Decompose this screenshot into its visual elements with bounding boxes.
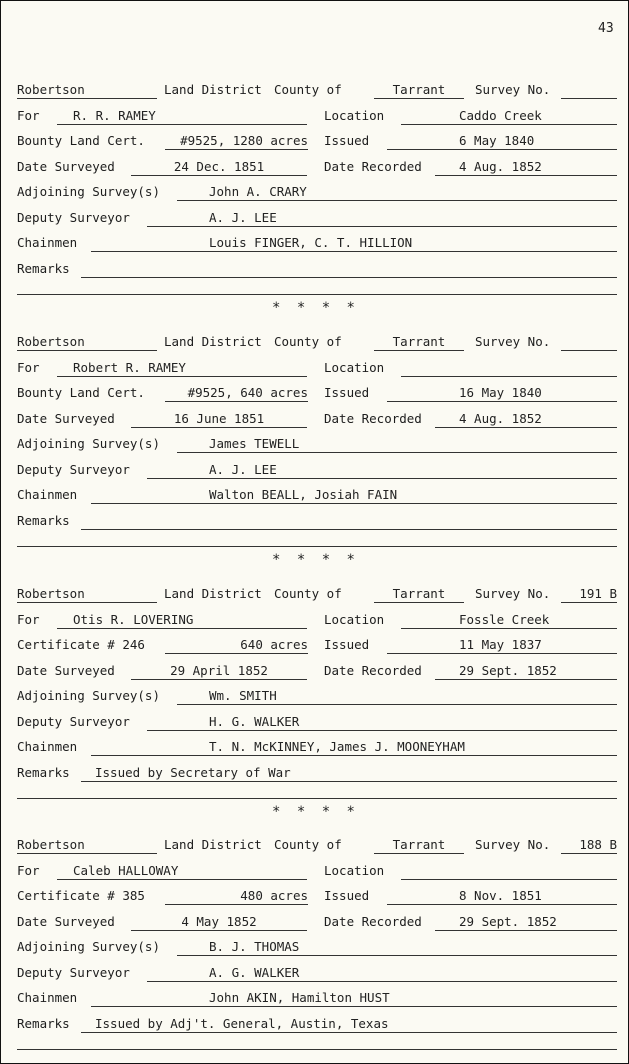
certificate-label: Certificate # 246: [17, 637, 145, 652]
record-remarks-row: [17, 1015, 617, 1035]
date-recorded-field: 29 Sept. 1852: [435, 913, 617, 931]
for-label: For: [17, 107, 40, 123]
certificate-field: #9525, 640 acres: [165, 384, 308, 402]
district-field: Robertson: [17, 81, 157, 99]
record-remarks-row: [17, 764, 617, 784]
record-adjoining-row: [17, 687, 617, 707]
land-district-label: Land District: [164, 586, 262, 601]
remarks-label: Remarks: [17, 1015, 70, 1031]
county-field: Tarrant: [374, 81, 464, 99]
location-field: Fossle Creek: [401, 611, 617, 629]
date-surveyed-field: 29 April 1852: [131, 662, 307, 680]
record-adjoining-row: [17, 938, 617, 958]
county-of-label: County of: [274, 82, 342, 97]
survey-no-field: [561, 333, 617, 351]
record-header-row: [17, 81, 617, 101]
page-number: 43: [598, 21, 614, 36]
separator-stars: * * * *: [271, 552, 359, 568]
chainmen-field: John AKIN, Hamilton HUST: [91, 989, 617, 1007]
record-deputy-row: [17, 461, 617, 481]
survey-no-label: Survey No.: [475, 334, 551, 349]
for-label: For: [17, 862, 40, 878]
issued-label: Issued: [324, 888, 370, 903]
record-chainmen-row: [17, 989, 617, 1009]
certificate-field: #9525, 1280 acres: [165, 132, 308, 150]
block-end-rule: [17, 798, 617, 799]
chainmen-field: Walton BEALL, Josiah FAIN: [91, 486, 617, 504]
district-field: Robertson: [17, 333, 157, 351]
record-header-row: [17, 333, 617, 353]
date-recorded-label: Date Recorded: [324, 662, 422, 678]
issued-label: Issued: [324, 133, 370, 148]
survey-no-field: 191 B: [561, 585, 617, 603]
record-header-row: [17, 585, 617, 605]
record-dates-row: [17, 662, 617, 682]
certificate-label: Bounty Land Cert.: [17, 385, 145, 400]
deputy-surveyor-label: Deputy Surveyor: [17, 209, 130, 225]
certificate-label: Bounty Land Cert.: [17, 133, 145, 148]
block-end-rule: [17, 294, 617, 295]
issued-field: 6 May 1840: [387, 132, 617, 150]
district-field: Robertson: [17, 836, 157, 854]
location-label: Location: [324, 359, 385, 375]
remarks-field: [81, 512, 617, 530]
adjoining-label: Adjoining Survey(s): [17, 436, 160, 451]
record-for-row: [17, 107, 617, 127]
location-field: [401, 862, 617, 880]
date-surveyed-label: Date Surveyed: [17, 410, 115, 426]
date-recorded-field: 4 Aug. 1852: [435, 158, 617, 176]
deputy-surveyor-field: H. G. WALKER: [147, 713, 617, 731]
county-of-label: County of: [274, 837, 342, 852]
county-field: Tarrant: [374, 836, 464, 854]
record-certificate-row: [17, 132, 617, 152]
record-header-row: [17, 836, 617, 856]
district-field: Robertson: [17, 585, 157, 603]
remarks-label: Remarks: [17, 512, 70, 528]
for-field: Caleb HALLOWAY: [57, 862, 307, 880]
survey-no-label: Survey No.: [475, 837, 551, 852]
adjoining-label: Adjoining Survey(s): [17, 184, 160, 199]
adjoining-field: James TEWELL: [177, 435, 617, 453]
record-deputy-row: [17, 964, 617, 984]
record-certificate-row: [17, 887, 617, 907]
date-recorded-label: Date Recorded: [324, 158, 422, 174]
date-recorded-field: 4 Aug. 1852: [435, 410, 617, 428]
certificate-label: Certificate # 385: [17, 888, 145, 903]
issued-label: Issued: [324, 637, 370, 652]
date-surveyed-field: 4 May 1852: [131, 913, 307, 931]
survey-no-label: Survey No.: [475, 586, 551, 601]
for-field: Robert R. RAMEY: [57, 359, 307, 377]
record-remarks-row: [17, 260, 617, 280]
record-adjoining-row: [17, 435, 617, 455]
date-recorded-label: Date Recorded: [324, 913, 422, 929]
deputy-surveyor-field: A. G. WALKER: [147, 964, 617, 982]
chainmen-label: Chainmen: [17, 990, 78, 1005]
for-field: Otis R. LOVERING: [57, 611, 307, 629]
survey-no-label: Survey No.: [475, 82, 551, 97]
record-chainmen-row: [17, 234, 617, 254]
record-for-row: [17, 862, 617, 882]
chainmen-label: Chainmen: [17, 739, 78, 754]
date-surveyed-label: Date Surveyed: [17, 913, 115, 929]
date-recorded-label: Date Recorded: [324, 410, 422, 426]
remarks-label: Remarks: [17, 260, 70, 276]
record-dates-row: [17, 158, 617, 178]
location-label: Location: [324, 611, 385, 627]
for-field: R. R. RAMEY: [57, 107, 307, 125]
deputy-surveyor-label: Deputy Surveyor: [17, 713, 130, 729]
land-district-label: Land District: [164, 82, 262, 97]
location-label: Location: [324, 862, 385, 878]
block-end-rule: [17, 546, 617, 547]
date-surveyed-field: 16 June 1851: [131, 410, 307, 428]
adjoining-label: Adjoining Survey(s): [17, 939, 160, 954]
county-field: Tarrant: [374, 333, 464, 351]
record-certificate-row: [17, 636, 617, 656]
land-district-label: Land District: [164, 334, 262, 349]
date-recorded-field: 29 Sept. 1852: [435, 662, 617, 680]
record-for-row: [17, 611, 617, 631]
deputy-surveyor-field: A. J. LEE: [147, 209, 617, 227]
deputy-surveyor-label: Deputy Surveyor: [17, 964, 130, 980]
record-for-row: [17, 359, 617, 379]
location-field: [401, 359, 617, 377]
deputy-surveyor-field: A. J. LEE: [147, 461, 617, 479]
record-certificate-row: [17, 384, 617, 404]
adjoining-field: B. J. THOMAS: [177, 938, 617, 956]
date-surveyed-label: Date Surveyed: [17, 158, 115, 174]
adjoining-field: Wm. SMITH: [177, 687, 617, 705]
remarks-field: [81, 260, 617, 278]
chainmen-label: Chainmen: [17, 235, 78, 250]
issued-field: 11 May 1837: [387, 636, 617, 654]
issued-field: 8 Nov. 1851: [387, 887, 617, 905]
for-label: For: [17, 611, 40, 627]
certificate-field: 480 acres: [165, 887, 308, 905]
adjoining-label: Adjoining Survey(s): [17, 688, 160, 703]
county-field: Tarrant: [374, 585, 464, 603]
chainmen-field: Louis FINGER, C. T. HILLION: [91, 234, 617, 252]
survey-no-field: [561, 81, 617, 99]
record-chainmen-row: [17, 738, 617, 758]
issued-label: Issued: [324, 385, 370, 400]
date-surveyed-label: Date Surveyed: [17, 662, 115, 678]
location-label: Location: [324, 107, 385, 123]
land-district-label: Land District: [164, 837, 262, 852]
record-deputy-row: [17, 713, 617, 733]
remarks-field: Issued by Adj't. General, Austin, Texas: [81, 1015, 617, 1033]
remarks-label: Remarks: [17, 764, 70, 780]
separator-stars: * * * *: [271, 300, 359, 316]
remarks-field: Issued by Secretary of War: [81, 764, 617, 782]
for-label: For: [17, 359, 40, 375]
location-field: Caddo Creek: [401, 107, 617, 125]
adjoining-field: John A. CRARY: [177, 183, 617, 201]
chainmen-field: T. N. McKINNEY, James J. MOONEYHAM: [91, 738, 617, 756]
county-of-label: County of: [274, 586, 342, 601]
county-of-label: County of: [274, 334, 342, 349]
record-adjoining-row: [17, 183, 617, 203]
survey-no-field: 188 B: [561, 836, 617, 854]
record-remarks-row: [17, 512, 617, 532]
issued-field: 16 May 1840: [387, 384, 617, 402]
deputy-surveyor-label: Deputy Surveyor: [17, 461, 130, 477]
certificate-field: 640 acres: [165, 636, 308, 654]
chainmen-label: Chainmen: [17, 487, 78, 502]
block-end-rule: [17, 1049, 617, 1050]
record-dates-row: [17, 913, 617, 933]
record-dates-row: [17, 410, 617, 430]
record-deputy-row: [17, 209, 617, 229]
record-chainmen-row: [17, 486, 617, 506]
separator-stars: * * * *: [271, 804, 359, 820]
date-surveyed-field: 24 Dec. 1851: [131, 158, 307, 176]
